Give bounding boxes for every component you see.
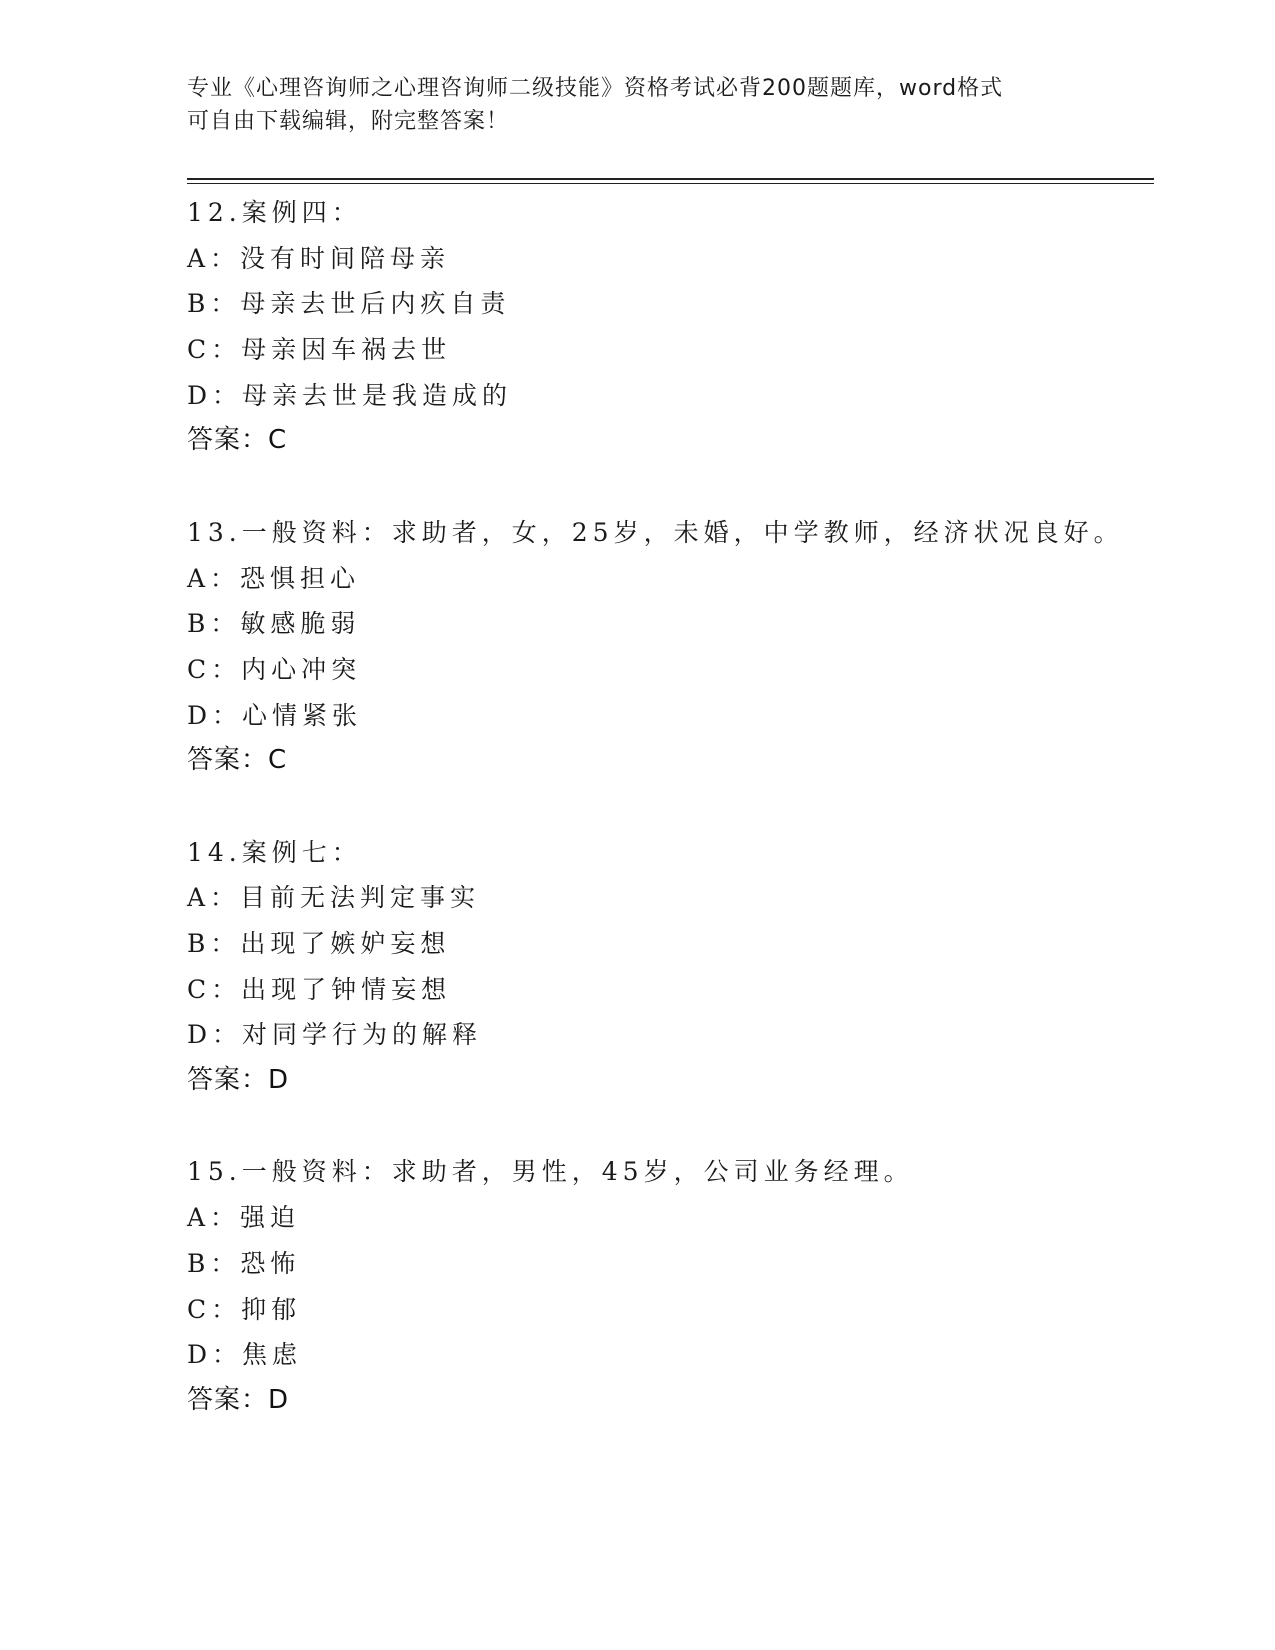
question-list	[187, 190, 1147, 1424]
document-header	[187, 72, 1067, 138]
option-a: A：恐惧担心	[187, 563, 361, 593]
option-c: C：出现了钟情妄想	[187, 974, 452, 1004]
question-stem: 15.一般资料：求助者，男性，45岁，公司业务经理。	[187, 1157, 914, 1187]
question-14	[187, 830, 1147, 1150]
question-15	[187, 1149, 1147, 1423]
option-b: B：恐怖	[187, 1248, 301, 1278]
option-c: C：抑郁	[187, 1294, 302, 1324]
option-b: B：出现了嫉妒妄想	[187, 929, 451, 958]
header-divider-thick	[187, 178, 1154, 180]
header-line-1: 专业《心理咨询师之心理咨询师二级技能》资格考试必背200题题库，word格式	[187, 76, 1004, 101]
option-c: C：母亲因车祸去世	[187, 335, 452, 365]
option-d: D：对同学行为的解释	[187, 1020, 483, 1050]
question-stem: 13.一般资料：求助者，女，25岁，未婚，中学教师，经济状况良好。	[187, 517, 1124, 547]
answer-line: 答案：C	[187, 745, 288, 776]
question-12	[187, 190, 1147, 510]
option-d: D：心情紧张	[187, 700, 363, 730]
question-13	[187, 510, 1147, 830]
answer-line: 答案：D	[187, 1065, 290, 1096]
option-a: A：强迫	[187, 1203, 301, 1233]
option-d: D：焦虑	[187, 1340, 303, 1370]
header-line-2: 可自由下载编辑，附完整答案！	[187, 109, 510, 134]
option-d: D：母亲去世是我造成的	[187, 380, 513, 410]
option-b: B：母亲去世后内疚自责	[187, 289, 511, 319]
header-divider-thin	[187, 183, 1154, 184]
option-a: A：没有时间陪母亲	[187, 243, 451, 273]
answer-line: 答案：C	[187, 425, 288, 456]
option-c: C：内心冲突	[187, 654, 362, 684]
question-stem: 12.案例四：	[187, 198, 362, 227]
question-stem: 14.案例七：	[187, 837, 362, 867]
question-spacer	[187, 1104, 1147, 1150]
question-spacer	[187, 784, 1147, 830]
answer-line: 答案：D	[187, 1384, 290, 1415]
option-a: A：目前无法判定事实	[187, 883, 481, 913]
question-spacer	[187, 464, 1147, 510]
option-b: B：敏感脆弱	[187, 609, 361, 639]
